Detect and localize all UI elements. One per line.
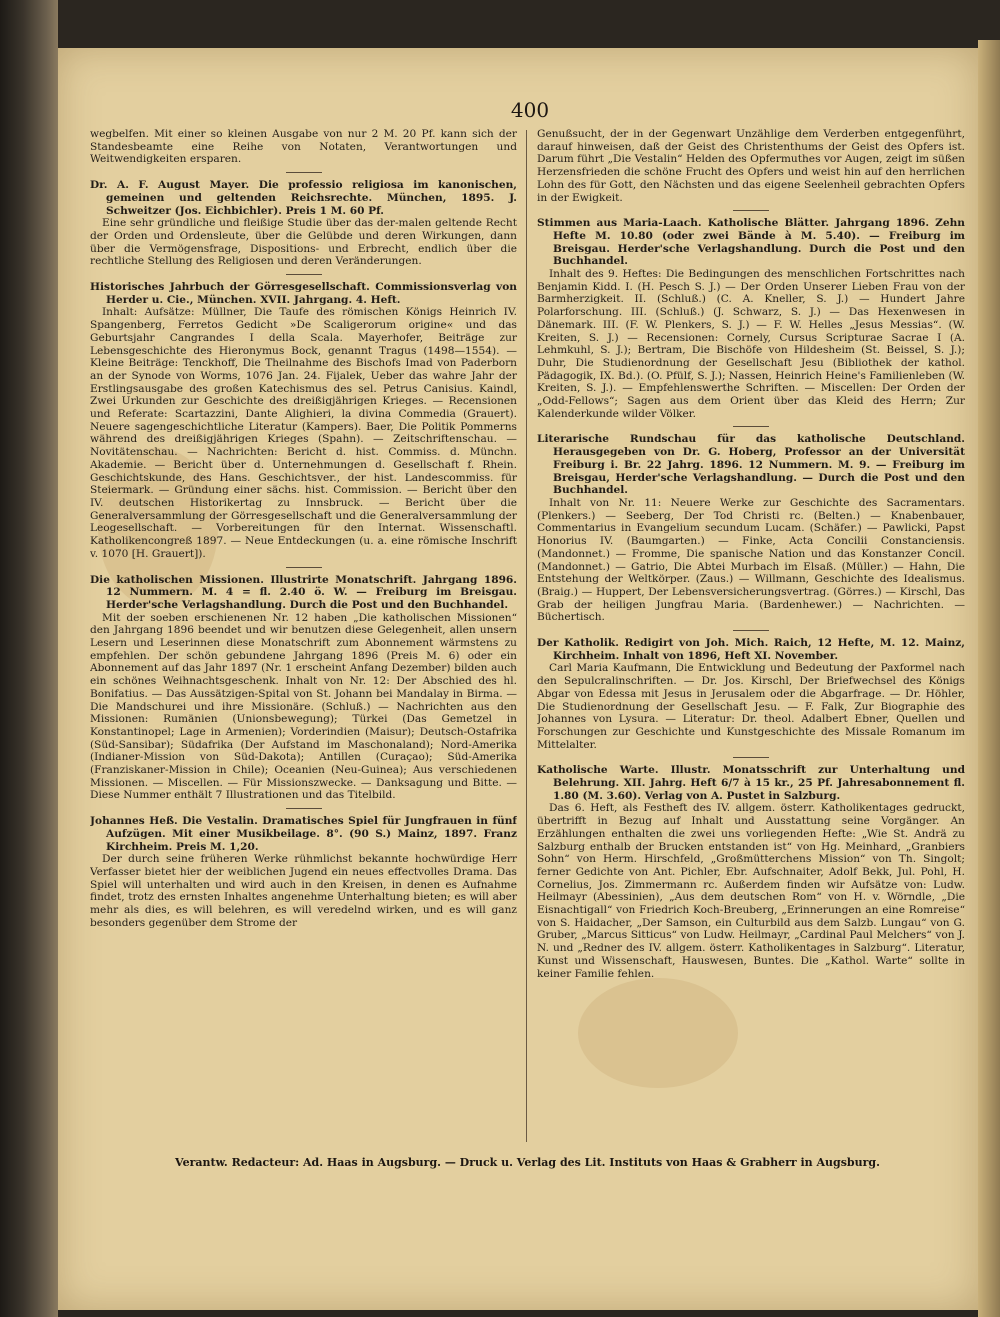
review-entry	[90, 179, 517, 268]
separator	[286, 808, 322, 809]
review-entry	[90, 281, 517, 560]
page-edge	[978, 40, 1000, 1317]
right-column	[537, 128, 965, 1143]
entry-body: Das 6. Heft, als Festheft des IV. allgem. österr. Katholikentages gedruckt, übertrifft in Bezug auf Inhalt und Ausstattung seine Vorgänger. An Erzählungen enthalten die zwei uns vorliegenden Hefte: „Wie St. Andrä zu Salzburg enthalb der Brucken entstanden ist“ von Hg. Meinhard, „Granbiers Sohn“ von Herm. Hirschfeld, „Großmütterchens Mission“ von Th. Singolt; ferner Gedichte von Ant. Pichler, Ebr. Aufschnaiter, Adolf Bekk, Jul. Pohl, H. Cornelius, Jos. Zimmermann rc. Außerdem finden wir Aufsätze von: Ludw. Heilmayr (Abessinien), „Aus dem deutschen Rom“ von H. v. Wörndle, „Die Eisnachtigall“ von Friedrich Koch-Breuberg, „Erinnerungen an eine Romreise“ von S. Haidacher, „Der Samson, ein Culturbild aus dem Salzb. Lungau“ von G. Gruber, „Marcus Sitticus“ von Ludw. Heilmayr, „Cardinal Paul Melchers“ von J. N. und „Redner des IV. allgem. österr. Katholikentages in Salzburg“. Literatur, Kunst und Wissenschaft, Hauswesen, Buntes. Die „Kathol. Warte“ sollte in keiner Familie fehlen.	[537, 802, 965, 980]
separator	[733, 210, 769, 211]
review-entry	[537, 637, 965, 751]
right-column-intro: Genußsucht, der in der Gegenwart Unzählige dem Verderben entgegenführt, darauf hinweisen, daß der Geist des Christenthums der Geist des Opfers ist. Darum führt „Die Vestalin“ Helden des Opfermuthes vor Augen, zeigt im süßen Herzensfrieden die schöne Frucht des Opfers und weist hin auf den herrlichen Lohn des für Gott, den Nächsten und das eigene Seelenheil gebrachten Opfers in der Ewigkeit.	[537, 128, 965, 204]
entry-title: Dr. A. F. August Mayer. Die professio religiosa im kanonischen, gemeinen und geltenden Reichsrechte. München, 1895. J. Schweitzer (Jos. Eichbichler). Preis 1 M. 60 Pf.	[90, 179, 517, 217]
entry-title: Johannes Heß. Die Vestalin. Dramatisches Spiel für Jungfrauen in fünf Aufzügen. Mit einer Musikbeilage. 8°. (90 S.) Mainz, 1897. Franz Kirchheim. Preis M. 1,20.	[90, 815, 517, 853]
column-divider	[526, 130, 527, 1142]
page-number: 400	[510, 98, 550, 122]
left-column	[90, 128, 517, 1143]
entry-title: Literarische Rundschau für das katholische Deutschland. Herausgegeben von Dr. G. Hoberg, Professor an der Universität Freiburg i. Br. 22 Jahrg. 1896. 12 Nummern. M. 9. — Freiburg im Breisgau, Herder'sche Verlagshandlung. — Durch die Post und den Buchhandel.	[537, 433, 965, 497]
review-entry	[537, 433, 965, 624]
separator	[286, 172, 322, 173]
review-entry	[537, 217, 965, 420]
separator	[286, 567, 322, 568]
entry-title: Die katholischen Missionen. Illustrirte Monatschrift. Jahrgang 1896. 12 Nummern. M. 4 = fl. 2.40 ö. W. — Freiburg im Breisgau. Herder'sche Verlagshandlung. Durch die Post und den Buchhandel.	[90, 573, 517, 611]
entry-body: Inhalt: Aufsätze: Müllner, Die Taufe des römischen Königs Heinrich IV. Spangenberg, Ferretos Gedicht »De Scaligerorum origine« und das Geburtsjahr Cangrandes I della Scala. Mayerhofer, Beiträge zur Lebensgeschichte des Hieronymus Bock, genannt Tragus (1498—1554). — Kleine Beiträge: Tenckhoff, Die Theilnahme des Bischofs Imad von Paderborn an der Synode von Worms, 1076 Jan. 24. Fijalek, Ueber das wahre Jahr der Erstlingsausgabe des großen Katechismus des sel. Petrus Canisius. Kaindl, Zwei Urkunden zur Geschichte des dreißigjährigen Krieges. — Recensionen und Referate: Scartazzini, Dante Alighieri, la divina Commedia (Grauert). Neuere sagengeschichtliche Literatur (Kampers). Baer, Die Politik Pommerns während des dreißigjährigen Krieges (Spahn). — Zeitschriftenschau. — Novitätenschau. — Nachrichten: Bericht d. hist. Commiss. d. Münchn. Akademie. — Bericht über d. Unternehmungen d. Gesellschaft f. Rhein. Geschichtskunde, des Hans. Geschichtsver., der hist. Landescommiss. für Steiermark. — Gründung einer sächs. hist. Commission. — Bericht über den IV. deutschen Historikertag zu Innsbruck. — Bericht über die Generalversammlung der Görresgesellschaft und die Generalversammlung der Leogesellschaft. — Vorbereitungen für den Internat. Wissenschaftl. Katholikencongreß 1897. — Neue Entdeckungen (u. a. eine römische Inschrift v. 1070 [H. Grauert]).	[90, 306, 517, 560]
entry-body: Carl Maria Kaufmann, Die Entwicklung und Bedeutung der Paxformel nach den Sepulcralinschriften. — Dr. Jos. Kirschl, Der Briefwechsel des Königs Abgar von Edessa mit Jesus in Jerusalem oder die Abgarfrage. — Dr. Höhler, Die Studienordnung der Gesellschaft Jesu. — F. Falk, Zur Biographie des Johannes von Lysura. — Literatur: Dr. theol. Adalbert Ebner, Quellen und Forschungen zur Geschichte und Kunstgeschichte des Missale Romanum im Mittelalter.	[537, 662, 965, 751]
review-entry	[537, 764, 965, 980]
entry-title: Stimmen aus Maria-Laach. Katholische Blätter. Jahrgang 1896. Zehn Hefte M. 10.80 (oder zwei Bände à M. 5.40). — Freiburg im Breisgau. Herder'sche Verlagshandlung. Durch die Post und den Buchhandel.	[537, 217, 965, 268]
separator	[733, 757, 769, 758]
entry-body: Der durch seine früheren Werke rühmlichst bekannte hochwürdige Herr Verfasser bietet hier der weiblichen Jugend ein neues effectvolles Drama. Das Spiel will unterhalten und wird auch in den Kreisen, in denen es Aufnahme findet, trotz des ernsten Inhaltes angenehme Unterhaltung bieten; es will aber mehr als dies, es will belehren, es will veredelnd wirken, und es will ganz besonders gegenüber dem Strome der	[90, 853, 517, 929]
book-spine	[0, 0, 58, 1317]
entry-title: Der Katholik. Redigirt von Joh. Mich. Raich, 12 Hefte, M. 12. Mainz, Kirchheim. Inhalt von 1896, Heft XI. November.	[537, 637, 965, 662]
review-entry	[90, 574, 517, 803]
left-column-intro: wegbelfen. Mit einer so kleinen Ausgabe von nur 2 M. 20 Pf. kann sich der Standesbeamte eine Reihe von Notaten, Verantwortungen und Weitwendigkeiten ersparen.	[90, 128, 517, 166]
entry-title: Historisches Jahrbuch der Görresgesellschaft. Commissionsverlag von Herder u. Cie., München. XVII. Jahrgang. 4. Heft.	[90, 281, 517, 306]
entry-body: Mit der soeben erschienenen Nr. 12 haben „Die katholischen Missionen“ den Jahrgang 1896 beendet und wir benutzen diese Gelegenheit, allen unsern Lesern und Leserinnen diese Monatschrift zum Abonnement wärmstens zu empfehlen. Der schön gebundene Jahrgang 1896 (Preis M. 6) oder ein Abonnement auf das Jahr 1897 (Nr. 1 erscheint Anfang Dezember) bilden auch ein schönes Weihnachtsgeschenk. Inhalt von Nr. 12: Der Abschied des hl. Bonifatius. — Das Aussätzigen-Spital von St. Johann bei Mandalay in Birma. — Die Mandschurei und ihre Missionäre. (Schluß.) — Nachrichten aus den Missionen: Rumänien (Unionsbewegung); Türkei (Das Gemetzel in Konstantinopel; Lage in Armenien); Vorderindien (Maisur); Deutsch-Ostafrika (Süd-Sansibar); Südafrika (Der Aufstand im Maschonaland); Nord-Amerika (Indianer-Mission von Süd-Dakota); Antillen (Curaçao); Süd-Amerika (Franziskaner-Mission in Chile); Oceanien (Neu-Guinea); Aus verschiedenen Missionen. — Miscellen. — Für Missionszwecke. — Danksagung und Bitte. — Diese Nummer enthält 7 Illustrationen und das Titelbild.	[90, 611, 517, 802]
review-entry	[90, 815, 517, 929]
entry-title: Katholische Warte. Illustr. Monatsschrift zur Unterhaltung und Belehrung. XII. Jahrg. Heft 6/7 à 15 kr., 25 Pf. Jahresabonnement fl. 1.80 (M. 3.60). Verlag von A. Pustet in Salzburg.	[537, 764, 965, 802]
entry-body: Inhalt von Nr. 11: Neuere Werke zur Geschichte des Sacramentars. (Plenkers.) — Seeberg, Der Tod Christi rc. (Belten.) — Knabenbauer, Commentarius in Evangelium secundum Lucam. (Schäfer.) — Pawlicki, Papst Honorius IV. (Baumgarten.) — Finke, Acta Concilii Constanciensis. (Mandonnet.) — Fromme, Die spanische Nation und das Konstanzer Concil. (Mandonnet.) — Gatrio, Die Abtei Murbach im Elsaß. (Müller.) — Hahn, Die Entstehung der Weltkörper. (Zaus.) — Willmann, Geschichte des Idealismus. (Braig.) — Huppert, Der Lebensversicherungsvertrag. (Görres.) — Kirschl, Das Grab der heiligen Jungfrau Maria. (Bardenhewer.) — Nachrichten. — Büchertisch.	[537, 496, 965, 624]
entry-body: Inhalt des 9. Heftes: Die Bedingungen des menschlichen Fortschrittes nach Benjamin Kidd. I. (H. Pesch S. J.) — Der Orden Unserer Lieben Frau von der Barmherzigkeit. II. (Schluß.) (C. A. Kneller, S. J.) — Hundert Jahre Polarforschung. III. (Schluß.) (J. Schwarz, S. J.) — Das Hexenwesen in Dänemark. III. (F. W. Plenkers, S. J.) — F. W. Helles „Jesus Messias“. (W. Kreiten, S. J.) — Recensionen: Cornely, Cursus Scripturae Sacrae I (A. Lehmkuhl, S. J.); Bertram, Die Bischöfe von Hildesheim (St. Beissel, S. J.); Duhr, Die Studienordnung der Gesellschaft Jesu (Bibliothek der kathol. Pädagogik, IX. Bd.). (O. Pfülf, S. J.); Nassen, Heinrich Heine's Familienleben (W. Kreiten, S. J.). — Empfehlenswerthe Schriften. — Miscellen: Der Orden der „Odd-Fellows“; Sagen aus dem Orient über das Kleid des Herrn; Zur Kalenderkunde wilder Völker.	[537, 268, 965, 420]
separator	[733, 630, 769, 631]
separator	[286, 274, 322, 275]
entry-body: Eine sehr gründliche und fleißige Studie über das der-malen geltende Recht der Orden und Ordensleute, über die Gelübde und deren Wirkungen, dann über die Vermögensfrage, Dispositions- und Erbrecht, endlich über die rechtliche Stellung des Religiosen und deren Veränderungen.	[90, 217, 517, 268]
separator	[733, 426, 769, 427]
imprint-footer: Verantw. Redacteur: Ad. Haas in Augsburg. — Druck u. Verlag des Lit. Instituts von Haas & Grabherr in Augsburg.	[175, 1156, 880, 1169]
